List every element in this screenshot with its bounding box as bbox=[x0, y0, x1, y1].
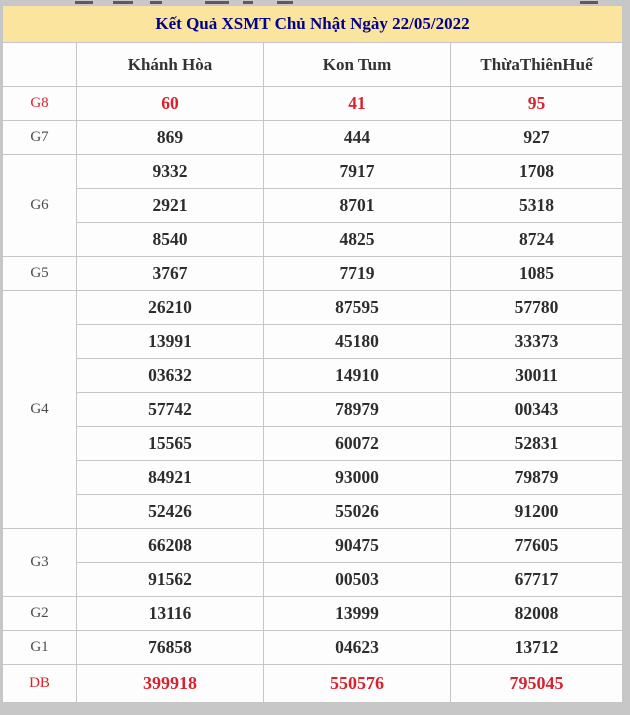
result-number: 60072 bbox=[264, 427, 451, 461]
result-number: 13991 bbox=[77, 325, 264, 359]
table-row bbox=[3, 495, 623, 529]
prize-label-g7: G7 bbox=[3, 121, 77, 155]
result-number: 8540 bbox=[77, 223, 264, 257]
column-header-thua-thien-hue: ThừaThiênHuế bbox=[451, 43, 623, 87]
result-number: 00343 bbox=[451, 393, 623, 427]
column-header-khanh-hoa: Khánh Hòa bbox=[77, 43, 264, 87]
table-row bbox=[3, 121, 623, 155]
result-number: 13116 bbox=[77, 597, 264, 631]
prize-label-g6: G6 bbox=[3, 155, 77, 257]
table-row bbox=[3, 155, 623, 189]
prize-label-g3: G3 bbox=[3, 529, 77, 597]
result-number: 13712 bbox=[451, 631, 623, 665]
prize-label-g8: G8 bbox=[3, 87, 77, 121]
result-number: 399918 bbox=[77, 665, 264, 703]
table-row bbox=[3, 461, 623, 495]
result-number: 57742 bbox=[77, 393, 264, 427]
result-number: 13999 bbox=[264, 597, 451, 631]
result-number: 7719 bbox=[264, 257, 451, 291]
result-number: 67717 bbox=[451, 563, 623, 597]
table-row bbox=[3, 257, 623, 291]
result-number: 91562 bbox=[77, 563, 264, 597]
prize-label-g5: G5 bbox=[3, 257, 77, 291]
result-number: 66208 bbox=[77, 529, 264, 563]
result-number: 90475 bbox=[264, 529, 451, 563]
result-number: 7917 bbox=[264, 155, 451, 189]
result-number: 1708 bbox=[451, 155, 623, 189]
lottery-results-table bbox=[2, 5, 623, 703]
result-number: 8701 bbox=[264, 189, 451, 223]
table-row bbox=[3, 359, 623, 393]
result-number: 91200 bbox=[451, 495, 623, 529]
result-number: 550576 bbox=[264, 665, 451, 703]
table-row bbox=[3, 87, 623, 121]
table-row bbox=[3, 665, 623, 703]
result-number: 8724 bbox=[451, 223, 623, 257]
result-number: 82008 bbox=[451, 597, 623, 631]
result-number: 84921 bbox=[77, 461, 264, 495]
result-number: 78979 bbox=[264, 393, 451, 427]
table-row bbox=[3, 189, 623, 223]
table-row bbox=[3, 325, 623, 359]
result-number: 03632 bbox=[77, 359, 264, 393]
result-number: 927 bbox=[451, 121, 623, 155]
result-number: 52426 bbox=[77, 495, 264, 529]
table-row bbox=[3, 393, 623, 427]
result-number: 2921 bbox=[77, 189, 264, 223]
table-row bbox=[3, 291, 623, 325]
result-number: 869 bbox=[77, 121, 264, 155]
result-number: 57780 bbox=[451, 291, 623, 325]
result-number: 41 bbox=[264, 87, 451, 121]
table-row bbox=[3, 529, 623, 563]
result-number: 1085 bbox=[451, 257, 623, 291]
table-row bbox=[3, 223, 623, 257]
prize-label-g2: G2 bbox=[3, 597, 77, 631]
result-number: 55026 bbox=[264, 495, 451, 529]
prize-column-header bbox=[3, 43, 77, 87]
result-number: 79879 bbox=[451, 461, 623, 495]
table-row bbox=[3, 631, 623, 665]
result-number: 30011 bbox=[451, 359, 623, 393]
table-row bbox=[3, 563, 623, 597]
result-number: 95 bbox=[451, 87, 623, 121]
result-number: 26210 bbox=[77, 291, 264, 325]
result-number: 93000 bbox=[264, 461, 451, 495]
result-number: 444 bbox=[264, 121, 451, 155]
result-number: 52831 bbox=[451, 427, 623, 461]
result-number: 795045 bbox=[451, 665, 623, 703]
result-number: 45180 bbox=[264, 325, 451, 359]
page-title: Kết Quả XSMT Chủ Nhật Ngày 22/05/2022 bbox=[3, 6, 623, 43]
result-number: 3767 bbox=[77, 257, 264, 291]
result-number: 87595 bbox=[264, 291, 451, 325]
table-title-row bbox=[3, 6, 623, 43]
column-header-row bbox=[3, 43, 623, 87]
result-number: 33373 bbox=[451, 325, 623, 359]
result-number: 4825 bbox=[264, 223, 451, 257]
results-body bbox=[3, 87, 623, 703]
prize-label-g1: G1 bbox=[3, 631, 77, 665]
result-number: 77605 bbox=[451, 529, 623, 563]
prize-label-db: DB bbox=[3, 665, 77, 703]
result-number: 00503 bbox=[264, 563, 451, 597]
result-number: 9332 bbox=[77, 155, 264, 189]
table-row bbox=[3, 427, 623, 461]
result-number: 04623 bbox=[264, 631, 451, 665]
column-header-kon-tum: Kon Tum bbox=[264, 43, 451, 87]
result-number: 60 bbox=[77, 87, 264, 121]
prize-label-g4: G4 bbox=[3, 291, 77, 529]
result-number: 76858 bbox=[77, 631, 264, 665]
result-number: 14910 bbox=[264, 359, 451, 393]
table-row bbox=[3, 597, 623, 631]
result-number: 15565 bbox=[77, 427, 264, 461]
result-number: 5318 bbox=[451, 189, 623, 223]
